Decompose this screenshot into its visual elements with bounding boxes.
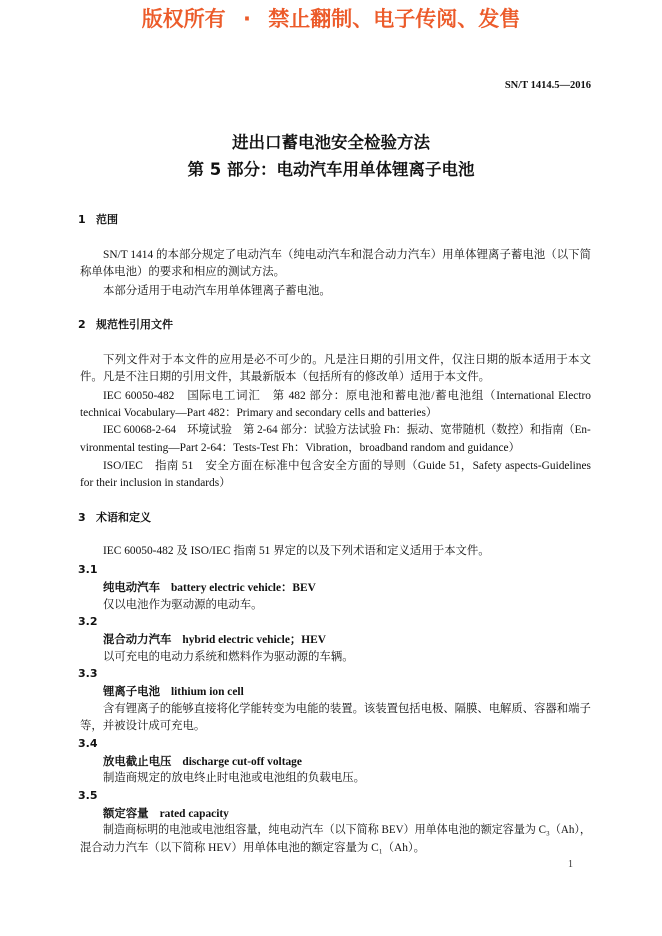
reference-entry-line: IEC 60068-2-64 环境试验 第 2-64 部分：试验方法试验 Fh：振动、宽带随机（数控）和指南（En- [103, 424, 591, 436]
page-number: 1 [568, 859, 573, 870]
term-name-zh: 放电截止电压 [103, 754, 172, 768]
term-name-en: hybrid electric vehicle；HEV [182, 634, 326, 646]
reference-entry-line: vironmental testing—Part 2-64：Tests-Test Fh：Vibration，broadband random and guidance） [80, 442, 520, 454]
term-name-zh: 混合动力汽车 [103, 632, 172, 646]
term-name-en: lithium ion cell [170, 686, 244, 698]
term-definition-line: 等，并被设计成可充电。 [80, 720, 206, 732]
section-3-heading [0, 510, 662, 526]
section-number: 2 [78, 318, 86, 331]
term-name-en: discharge cut-off voltage [182, 756, 302, 768]
term-name-en: rated capacity [159, 808, 229, 820]
term-definition-line: 制造商规定的放电终止时电池或电池组的负载电压。 [103, 772, 365, 784]
term-definition-line: 仅以电池作为驱动源的电动车。 [103, 599, 263, 611]
term-heading [103, 683, 591, 699]
document-title-line-2: 第 5 部分：电动汽车用单体锂离子电池 [187, 160, 475, 179]
term-name-zh: 纯电动汽车 [103, 580, 160, 594]
term-definition-line: 制造商标明的电池或电池组容量，纯电动汽车（以下简称 BEV）用单体电池的额定容量为 C₃（Ah）， [103, 824, 591, 836]
scope-paragraph-line: 称单体电池）的要求和相应的测试方法。 [80, 266, 286, 278]
term-number: 3.1 [78, 563, 98, 576]
scope-paragraph-line: SN/T 1414 的本部分规定了电动汽车（纯电动汽车和混合动力汽车）用单体锂离子蓄电池（以下简 [103, 249, 591, 261]
term-heading [103, 805, 591, 821]
normative-intro-line: 件。凡是不注日期的引用文件，其最新版本（包括所有的修改单）适用于本文件。 [80, 371, 491, 383]
section-2-heading [0, 317, 662, 333]
term-definition-line: 混合动力汽车（以下简称 HEV）用单体电池的额定容量为 C₁（Ah）。 [80, 842, 426, 854]
copyright-watermark: 版权所有 · 禁止翻制、电子传阅、发售 [141, 7, 521, 31]
term-number: 3.4 [78, 737, 98, 750]
term-number: 3.2 [78, 615, 98, 628]
section-number: 3 [78, 511, 86, 524]
term-heading [103, 579, 591, 595]
reference-entry-line: IEC 60050-482 国际电工词汇 第 482 部分：原电池和蓄电池/蓄电池组（International Electro [103, 390, 591, 402]
term-number: 3.3 [78, 667, 98, 680]
section-title: 规范性引用文件 [96, 318, 173, 331]
term-heading [103, 753, 591, 769]
document-title-line-1: 进出口蓄电池安全检验方法 [232, 133, 430, 152]
term-name-en: battery electric vehicle：BEV [170, 582, 316, 594]
section-title: 范围 [96, 213, 118, 226]
terms-intro-line: IEC 60050-482 及 ISO/IEC 指南 51 界定的以及下列术语和定义适用于本文件。 [103, 545, 490, 557]
scope-paragraph-line: 本部分适用于电动汽车用单体锂离子蓄电池。 [103, 285, 331, 297]
term-number: 3.5 [78, 789, 98, 802]
section-number: 1 [78, 213, 86, 226]
normative-intro-line: 下列文件对于本文件的应用是必不可少的。凡是注日期的引用文件，仅注日期的版本适用于本文 [103, 354, 591, 366]
term-name-zh: 锂离子电池 [103, 684, 160, 698]
reference-entry-line: technicai Vocabulary—Part 482：Primary and secondary cells and batteries） [80, 407, 438, 419]
section-1-heading [0, 212, 662, 228]
term-name-zh: 额定容量 [103, 806, 149, 820]
term-definition-line: 以可充电的电动力系统和燃料作为驱动源的车辆。 [103, 651, 354, 663]
term-heading [103, 631, 591, 647]
standard-code: SN/T 1414.5—2016 [504, 80, 591, 91]
term-definition-line: 含有锂离子的能够直接将化学能转变为电能的装置。该装置包括电极、隔膜、电解质、容器和端子 [103, 703, 591, 715]
section-title: 术语和定义 [96, 511, 151, 524]
reference-entry-line: ISO/IEC 指南 51 安全方面在标准中包含安全方面的导则（Guide 51，Safety aspects-Guidelines [103, 460, 591, 472]
reference-entry-line: for their inclusion in standards） [80, 477, 231, 489]
